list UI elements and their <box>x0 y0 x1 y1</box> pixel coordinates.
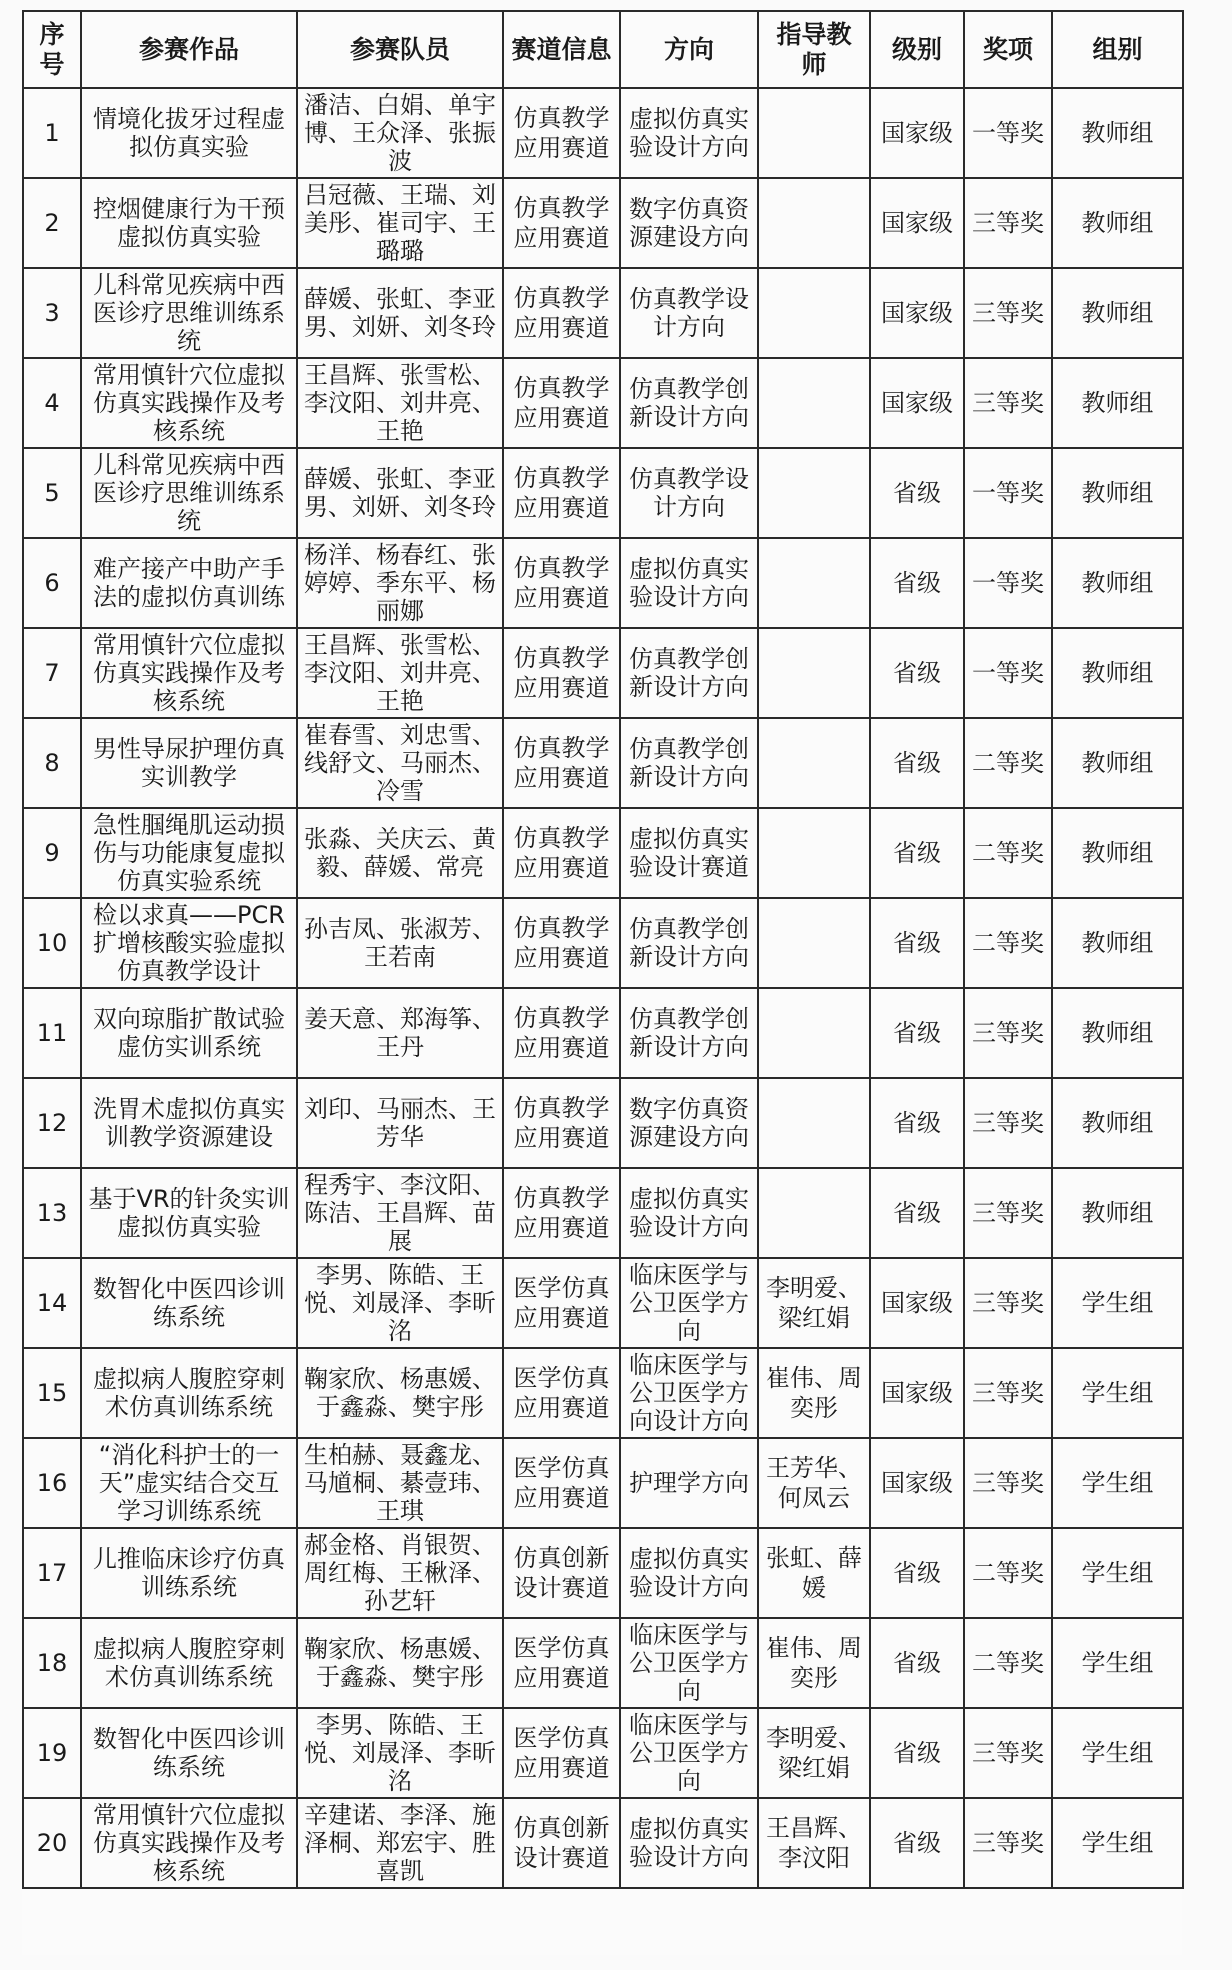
cell-group: 教师组 <box>1052 88 1183 178</box>
cell-direction: 仿真教学创新设计方向 <box>620 628 758 718</box>
cell-award: 二等奖 <box>964 1618 1052 1708</box>
cell-work: 急性腘绳肌运动损伤与功能康复虚拟仿真实验系统 <box>81 808 297 898</box>
table-row <box>23 448 1183 538</box>
cell-level: 省级 <box>870 1528 964 1618</box>
cell-members: 刘印、马丽杰、王芳华 <box>297 1078 503 1168</box>
cell-members: 鞠家欣、杨惠媛、于鑫淼、樊宇彤 <box>297 1618 503 1708</box>
cell-track: 仿真教学应用赛道 <box>503 358 620 448</box>
cell-award: 一等奖 <box>964 628 1052 718</box>
cell-track: 仿真教学应用赛道 <box>503 268 620 358</box>
cell-work: 男性导尿护理仿真实训教学 <box>81 718 297 808</box>
cell-work: 难产接产中助产手法的虚拟仿真训练 <box>81 538 297 628</box>
cell-work: 双向琼脂扩散试验虚仿实训系统 <box>81 988 297 1078</box>
cell-direction: 数字仿真资源建设方向 <box>620 1078 758 1168</box>
cell-award: 三等奖 <box>964 1348 1052 1438</box>
header-advisor: 指导教师 <box>758 11 870 88</box>
cell-level: 省级 <box>870 718 964 808</box>
cell-no: 15 <box>23 1348 81 1438</box>
cell-no: 6 <box>23 538 81 628</box>
cell-direction: 虚拟仿真实验设计方向 <box>620 1168 758 1258</box>
cell-group: 学生组 <box>1052 1708 1183 1798</box>
cell-work: 儿科常见疾病中西医诊疗思维训练系统 <box>81 268 297 358</box>
cell-track: 医学仿真应用赛道 <box>503 1438 620 1528</box>
cell-advisor: 王昌辉、李汶阳 <box>758 1798 870 1888</box>
cell-level: 省级 <box>870 1798 964 1888</box>
cell-track: 医学仿真应用赛道 <box>503 1348 620 1438</box>
cell-track: 仿真教学应用赛道 <box>503 88 620 178</box>
cell-award: 三等奖 <box>964 1078 1052 1168</box>
table-row <box>23 628 1183 718</box>
cell-work: 常用慎针穴位虚拟仿真实践操作及考核系统 <box>81 1798 297 1888</box>
cell-level: 省级 <box>870 628 964 718</box>
cell-award: 二等奖 <box>964 808 1052 898</box>
cell-members: 李男、陈皓、王悦、刘晟泽、李昕洺 <box>297 1708 503 1798</box>
cell-members: 辛建诺、李泽、施泽桐、郑宏宇、胜喜凯 <box>297 1798 503 1888</box>
cell-level: 省级 <box>870 1168 964 1258</box>
cell-track: 仿真教学应用赛道 <box>503 538 620 628</box>
table-header-row <box>23 11 1183 88</box>
table-row <box>23 1258 1183 1348</box>
cell-no: 10 <box>23 898 81 988</box>
cell-work: 洗胃术虚拟仿真实训教学资源建设 <box>81 1078 297 1168</box>
cell-level: 省级 <box>870 448 964 538</box>
cell-members: 生柏赫、聂鑫龙、马馗桐、綦壹玮、王琪 <box>297 1438 503 1528</box>
cell-no: 20 <box>23 1798 81 1888</box>
cell-level: 省级 <box>870 808 964 898</box>
cell-group: 教师组 <box>1052 448 1183 538</box>
cell-advisor: 崔伟、周奕彤 <box>758 1348 870 1438</box>
cell-direction: 临床医学与公卫医学方向设计方向 <box>620 1348 758 1438</box>
cell-no: 2 <box>23 178 81 268</box>
cell-award: 三等奖 <box>964 1708 1052 1798</box>
cell-no: 9 <box>23 808 81 898</box>
cell-award: 三等奖 <box>964 178 1052 268</box>
cell-no: 12 <box>23 1078 81 1168</box>
cell-group: 学生组 <box>1052 1798 1183 1888</box>
cell-award: 二等奖 <box>964 1528 1052 1618</box>
cell-no: 8 <box>23 718 81 808</box>
cell-work: 常用慎针穴位虚拟仿真实践操作及考核系统 <box>81 628 297 718</box>
cell-members: 薛媛、张虹、李亚男、刘妍、刘冬玲 <box>297 448 503 538</box>
cell-group: 教师组 <box>1052 898 1183 988</box>
cell-group: 教师组 <box>1052 178 1183 268</box>
table-row <box>23 358 1183 448</box>
cell-track: 医学仿真应用赛道 <box>503 1618 620 1708</box>
cell-work: 常用慎针穴位虚拟仿真实践操作及考核系统 <box>81 358 297 448</box>
cell-group: 学生组 <box>1052 1618 1183 1708</box>
cell-award: 二等奖 <box>964 898 1052 988</box>
cell-advisor: 崔伟、周奕彤 <box>758 1618 870 1708</box>
cell-track: 仿真创新设计赛道 <box>503 1798 620 1888</box>
cell-level: 国家级 <box>870 268 964 358</box>
cell-level: 省级 <box>870 538 964 628</box>
table-row <box>23 898 1183 988</box>
cell-advisor <box>758 808 870 898</box>
cell-award: 三等奖 <box>964 268 1052 358</box>
table-row <box>23 988 1183 1078</box>
cell-level: 国家级 <box>870 88 964 178</box>
cell-advisor <box>758 1078 870 1168</box>
cell-members: 王昌辉、张雪松、李汶阳、刘井亮、王艳 <box>297 628 503 718</box>
cell-group: 学生组 <box>1052 1438 1183 1528</box>
cell-level: 国家级 <box>870 1348 964 1438</box>
cell-group: 教师组 <box>1052 988 1183 1078</box>
cell-track: 仿真教学应用赛道 <box>503 178 620 268</box>
cell-track: 仿真教学应用赛道 <box>503 1078 620 1168</box>
cell-award: 三等奖 <box>964 1798 1052 1888</box>
cell-members: 鞠家欣、杨惠媛、于鑫淼、樊宇彤 <box>297 1348 503 1438</box>
cell-advisor: 李明爱、梁红娟 <box>758 1258 870 1348</box>
cell-advisor <box>758 88 870 178</box>
cell-award: 三等奖 <box>964 988 1052 1078</box>
table-row <box>23 1438 1183 1528</box>
cell-direction: 仿真教学设计方向 <box>620 448 758 538</box>
cell-advisor <box>758 718 870 808</box>
table-row <box>23 1618 1183 1708</box>
cell-direction: 虚拟仿真实验设计方向 <box>620 88 758 178</box>
cell-track: 仿真教学应用赛道 <box>503 898 620 988</box>
cell-members: 薛媛、张虹、李亚男、刘妍、刘冬玲 <box>297 268 503 358</box>
cell-group: 教师组 <box>1052 268 1183 358</box>
table-row <box>23 1798 1183 1888</box>
cell-award: 三等奖 <box>964 1168 1052 1258</box>
cell-no: 7 <box>23 628 81 718</box>
cell-track: 医学仿真应用赛道 <box>503 1258 620 1348</box>
cell-track: 仿真教学应用赛道 <box>503 718 620 808</box>
awards-table <box>22 10 1184 1889</box>
cell-level: 国家级 <box>870 178 964 268</box>
cell-work: 虚拟病人腹腔穿刺术仿真训练系统 <box>81 1618 297 1708</box>
cell-no: 11 <box>23 988 81 1078</box>
cell-group: 教师组 <box>1052 718 1183 808</box>
cell-award: 三等奖 <box>964 1258 1052 1348</box>
cell-level: 省级 <box>870 898 964 988</box>
table-row <box>23 1348 1183 1438</box>
cell-advisor <box>758 358 870 448</box>
cell-direction: 虚拟仿真实验设计方向 <box>620 1798 758 1888</box>
table-row <box>23 178 1183 268</box>
cell-direction: 护理学方向 <box>620 1438 758 1528</box>
cell-no: 17 <box>23 1528 81 1618</box>
cell-track: 仿真教学应用赛道 <box>503 448 620 538</box>
cell-direction: 仿真教学设计方向 <box>620 268 758 358</box>
cell-award: 二等奖 <box>964 718 1052 808</box>
cell-no: 5 <box>23 448 81 538</box>
cell-work: “消化科护士的一天”虚实结合交互学习训练系统 <box>81 1438 297 1528</box>
cell-award: 一等奖 <box>964 448 1052 538</box>
cell-direction: 临床医学与公卫医学方向 <box>620 1708 758 1798</box>
cell-members: 崔春雪、刘忠雪、线舒文、马丽杰、冷雪 <box>297 718 503 808</box>
table-row <box>23 268 1183 358</box>
cell-group: 学生组 <box>1052 1348 1183 1438</box>
cell-work: 情境化拔牙过程虚拟仿真实验 <box>81 88 297 178</box>
cell-direction: 仿真教学创新设计方向 <box>620 988 758 1078</box>
cell-no: 14 <box>23 1258 81 1348</box>
cell-no: 3 <box>23 268 81 358</box>
cell-no: 1 <box>23 88 81 178</box>
cell-group: 教师组 <box>1052 808 1183 898</box>
cell-direction: 仿真教学创新设计方向 <box>620 358 758 448</box>
cell-work: 基于VR的针灸实训虚拟仿真实验 <box>81 1168 297 1258</box>
cell-no: 16 <box>23 1438 81 1528</box>
cell-direction: 临床医学与公卫医学方向 <box>620 1258 758 1348</box>
cell-track: 仿真创新设计赛道 <box>503 1528 620 1618</box>
cell-level: 省级 <box>870 1708 964 1798</box>
cell-members: 姜天意、郑海筝、王丹 <box>297 988 503 1078</box>
cell-members: 郝金格、肖银贺、周红梅、王楸泽、孙艺轩 <box>297 1528 503 1618</box>
cell-members: 张淼、关庆云、黄毅、薛媛、常亮 <box>297 808 503 898</box>
cell-direction: 仿真教学创新设计方向 <box>620 898 758 988</box>
header-no: 序号 <box>23 11 81 88</box>
cell-advisor <box>758 988 870 1078</box>
header-award: 奖项 <box>964 11 1052 88</box>
table-row <box>23 1078 1183 1168</box>
cell-advisor <box>758 1168 870 1258</box>
header-members: 参赛队员 <box>297 11 503 88</box>
header-track: 赛道信息 <box>503 11 620 88</box>
cell-advisor: 张虹、薛媛 <box>758 1528 870 1618</box>
cell-track: 医学仿真应用赛道 <box>503 1708 620 1798</box>
cell-work: 控烟健康行为干预虚拟仿真实验 <box>81 178 297 268</box>
cell-no: 4 <box>23 358 81 448</box>
header-work: 参赛作品 <box>81 11 297 88</box>
table-row <box>23 1708 1183 1798</box>
cell-group: 教师组 <box>1052 538 1183 628</box>
cell-track: 仿真教学应用赛道 <box>503 808 620 898</box>
table-row <box>23 538 1183 628</box>
cell-advisor <box>758 178 870 268</box>
cell-award: 三等奖 <box>964 1438 1052 1528</box>
cell-members: 潘洁、白娟、单宇博、王众泽、张振波 <box>297 88 503 178</box>
cell-level: 省级 <box>870 1078 964 1168</box>
cell-direction: 仿真教学创新设计方向 <box>620 718 758 808</box>
cell-advisor: 李明爱、梁红娟 <box>758 1708 870 1798</box>
cell-direction: 虚拟仿真实验设计方向 <box>620 1528 758 1618</box>
cell-group: 教师组 <box>1052 628 1183 718</box>
document-page <box>22 10 1182 1955</box>
cell-no: 13 <box>23 1168 81 1258</box>
cell-work: 儿科常见疾病中西医诊疗思维训练系统 <box>81 448 297 538</box>
cell-no: 18 <box>23 1618 81 1708</box>
cell-direction: 临床医学与公卫医学方向 <box>620 1618 758 1708</box>
cell-members: 李男、陈皓、王悦、刘晟泽、李昕洺 <box>297 1258 503 1348</box>
cell-advisor: 王芳华、何凤云 <box>758 1438 870 1528</box>
cell-advisor <box>758 268 870 358</box>
cell-members: 孙吉凤、张淑芳、王若南 <box>297 898 503 988</box>
header-level: 级别 <box>870 11 964 88</box>
cell-advisor <box>758 538 870 628</box>
cell-award: 一等奖 <box>964 88 1052 178</box>
cell-members: 王昌辉、张雪松、李汶阳、刘井亮、王艳 <box>297 358 503 448</box>
cell-group: 教师组 <box>1052 1078 1183 1168</box>
cell-group: 学生组 <box>1052 1528 1183 1618</box>
cell-no: 19 <box>23 1708 81 1798</box>
cell-direction: 虚拟仿真实验设计赛道 <box>620 808 758 898</box>
cell-level: 省级 <box>870 1618 964 1708</box>
cell-level: 省级 <box>870 988 964 1078</box>
cell-track: 仿真教学应用赛道 <box>503 988 620 1078</box>
cell-level: 国家级 <box>870 358 964 448</box>
cell-advisor <box>758 628 870 718</box>
cell-direction: 虚拟仿真实验设计方向 <box>620 538 758 628</box>
table-row <box>23 88 1183 178</box>
cell-track: 仿真教学应用赛道 <box>503 1168 620 1258</box>
cell-group: 学生组 <box>1052 1258 1183 1348</box>
table-row <box>23 808 1183 898</box>
cell-members: 杨洋、杨春红、张婷婷、季东平、杨丽娜 <box>297 538 503 628</box>
header-group: 组别 <box>1052 11 1183 88</box>
cell-track: 仿真教学应用赛道 <box>503 628 620 718</box>
table-row <box>23 1168 1183 1258</box>
table-row <box>23 1528 1183 1618</box>
cell-advisor <box>758 898 870 988</box>
cell-work: 数智化中医四诊训练系统 <box>81 1258 297 1348</box>
table-row <box>23 718 1183 808</box>
cell-work: 数智化中医四诊训练系统 <box>81 1708 297 1798</box>
cell-award: 三等奖 <box>964 358 1052 448</box>
cell-work: 虚拟病人腹腔穿刺术仿真训练系统 <box>81 1348 297 1438</box>
cell-advisor <box>758 448 870 538</box>
cell-group: 教师组 <box>1052 358 1183 448</box>
cell-members: 程秀宇、李汶阳、陈洁、王昌辉、苗展 <box>297 1168 503 1258</box>
table-body <box>23 88 1183 1888</box>
header-direction: 方向 <box>620 11 758 88</box>
cell-work: 儿推临床诊疗仿真训练系统 <box>81 1528 297 1618</box>
cell-direction: 数字仿真资源建设方向 <box>620 178 758 268</box>
cell-group: 教师组 <box>1052 1168 1183 1258</box>
cell-level: 国家级 <box>870 1258 964 1348</box>
cell-work: 检以求真——PCR扩增核酸实验虚拟仿真教学设计 <box>81 898 297 988</box>
cell-level: 国家级 <box>870 1438 964 1528</box>
cell-members: 吕冠薇、王瑞、刘美彤、崔司宇、王璐璐 <box>297 178 503 268</box>
cell-award: 一等奖 <box>964 538 1052 628</box>
